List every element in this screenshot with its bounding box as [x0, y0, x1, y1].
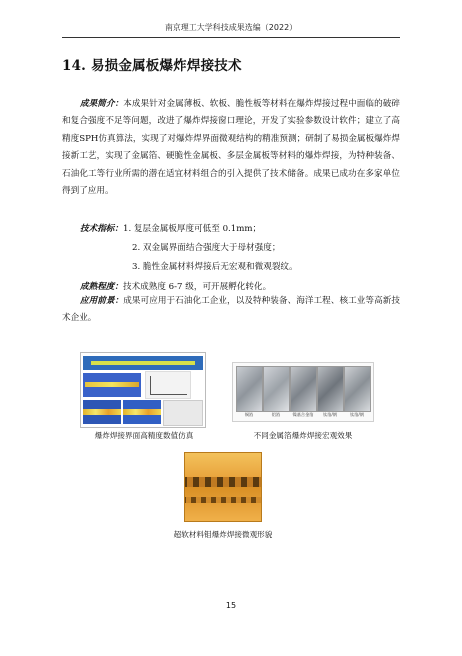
plate-image-1 [236, 366, 263, 412]
fig2-caption: 不同金属箔爆炸焊接宏观效果 [253, 431, 353, 440]
intro-label: 成果简介： [80, 99, 124, 109]
application-paragraph [62, 293, 400, 328]
plate-label-3: 镍基合金箔 [292, 412, 314, 417]
application-text: 成果可应用于石油化工企业，以及特种装备、海洋工程、核工业等高新技术企业。 [62, 296, 400, 324]
plate-label-2: 铝箔 [271, 412, 281, 417]
plate-label-5: 钛箔/钢 [350, 412, 364, 417]
fig3-caption: 超软材料钼爆炸焊接微观形貌 [173, 530, 273, 539]
micrograph-figure [184, 452, 262, 522]
foil-plates-figure [232, 362, 374, 422]
sim-interface-image-1 [83, 400, 121, 424]
sim-micrograph [163, 400, 203, 426]
sim-interface-image-2 [123, 400, 161, 424]
fig1-caption: 爆炸焊接界面高精度数值仿真 [94, 431, 194, 440]
tech-item-2: 2. 双金属界面结合强度大于母材强度； [132, 243, 281, 253]
intro-text: 本成果针对金属薄板、软板、脆性板等材料在爆炸焊接过程中面临的破碎和复合强度不足等问题，改进了爆炸焊接窗口理论，开发了实验参数设计软件；建立了高精度SPH仿真算法，实现了对爆炸焊界面微观结构的精准预测；研制了易损金属板爆炸焊接新工艺，实现了金属箔、硬脆性金属板、多层金属板等材料的爆炸焊接，为特种装备、石油化工等行业所需的潜在适宜材料组合的引入提供了技术储备。成果已成功在多家单位得到了应用。 [62, 99, 400, 197]
plate-image-4 [317, 366, 344, 412]
plate-image-3 [290, 366, 317, 412]
plate-image-5 [344, 366, 371, 412]
sim-header-image [83, 356, 203, 370]
running-header: 南京理工大学科技成果选编（2022） [164, 23, 298, 32]
maturity-text: 技术成熟度 6-7 级，可开展孵化转化。 [122, 282, 272, 292]
sim-curve-plot [145, 371, 191, 399]
plate-label-1: 铜箔 [244, 412, 254, 417]
tech-label: 技术指标： [80, 224, 123, 234]
plate-label-4: 钛箔/钢 [323, 412, 337, 417]
simulation-figure [80, 352, 206, 428]
maturity-line [80, 280, 271, 292]
section-title: 14. 易损金属板爆炸焊接技术 [62, 58, 242, 74]
page-number: 15 [225, 601, 237, 610]
header-divider [62, 37, 400, 38]
tech-item-1: 1. 复层金属板厚度可低至 0.1mm； [122, 224, 262, 234]
sim-contour-image [83, 373, 141, 397]
plate-image-2 [263, 366, 290, 412]
maturity-label: 成熟程度： [80, 282, 123, 292]
application-label: 应用前景： [80, 296, 124, 306]
intro-paragraph [62, 96, 400, 200]
tech-line-1 [80, 222, 261, 234]
tech-item-3: 3. 脆性金属材料焊接后无宏观和微观裂纹。 [132, 262, 298, 272]
